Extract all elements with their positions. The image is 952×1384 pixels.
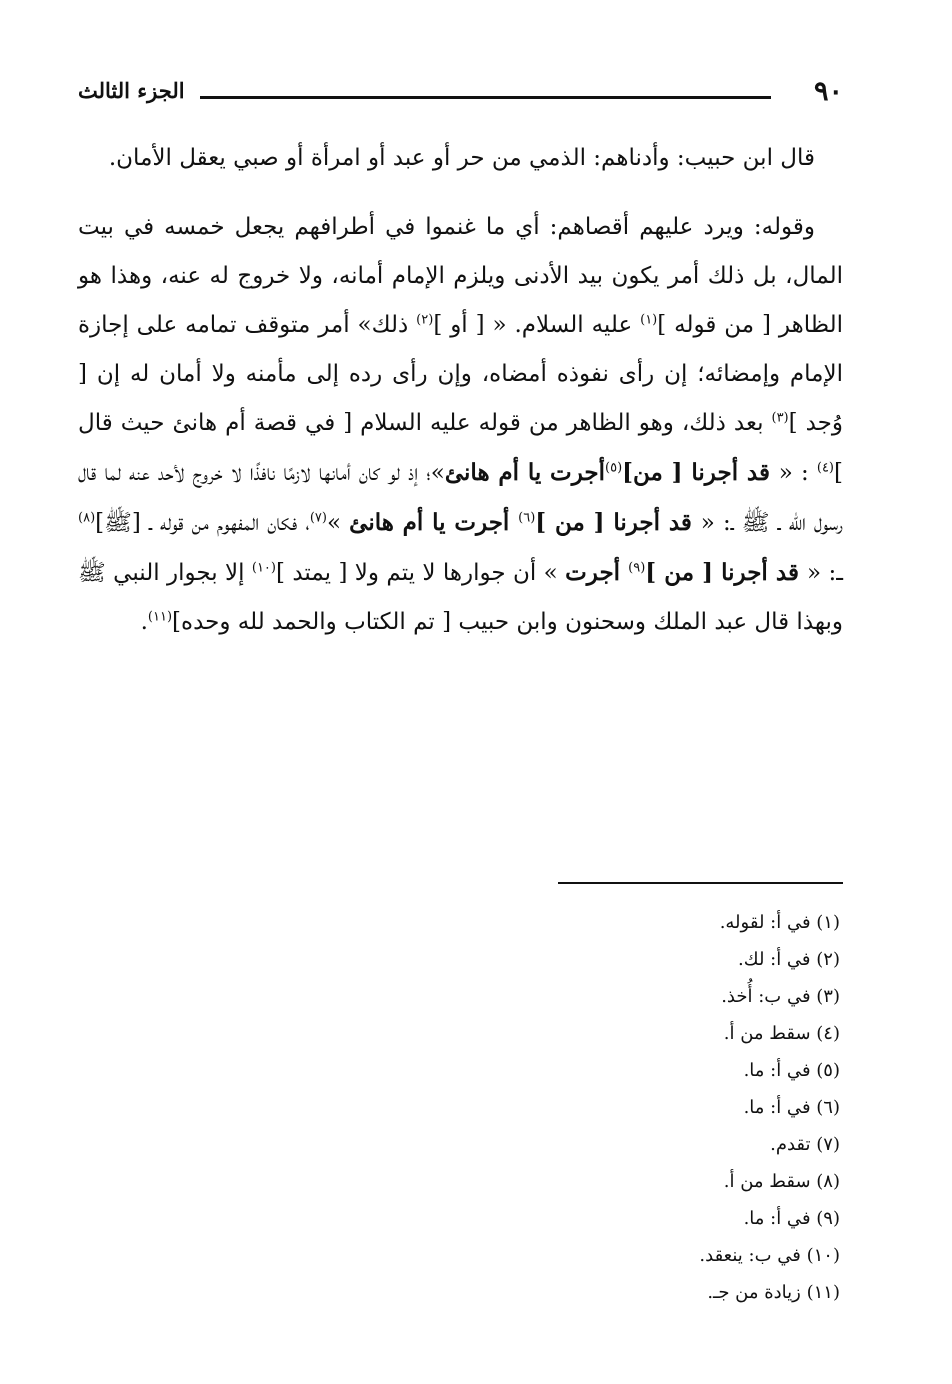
footnote-ref-4: (٤) xyxy=(816,460,834,476)
text-segment: بعد ذلك، وهو الظاهر من قوله عليه السلام [ في قصة أم هانئ حيث قال ] xyxy=(78,410,843,486)
footnote-ref-6: (٦) xyxy=(518,510,536,526)
footnote-ref-8: (٨) xyxy=(78,510,96,526)
text-segment: ذلك» أمر متوقف تمامه على إجازة الإمام وإمضائه؛ إن رأى نفوذه أمضاه، وإن رأى رده إلى مأمنه ولا أمان له إن [ وُجد ] xyxy=(78,312,843,436)
text-segment: : « xyxy=(778,460,817,486)
footnote-ref-9: (٩) xyxy=(628,560,646,576)
text-segment: . xyxy=(140,609,148,635)
footnote-ref-7: (٧) xyxy=(309,510,327,526)
footnote-item: (٤) سقط من أ. xyxy=(723,1023,840,1044)
footnote-item: (١) في أ: لقوله. xyxy=(719,912,840,933)
text-segment: ـ: « xyxy=(807,560,843,586)
footnote-item: (٢) في أ: لك. xyxy=(738,949,840,970)
hadith-quote: قد أجرنا [ من] xyxy=(622,459,779,486)
text-segment: إلا بجوار النبي ﷺ وبهذا قال عبد الملك وسحنون وابن حبيب [ تم الكتاب والحمد لله وحده] xyxy=(78,560,843,635)
hadith-quote: أجرت يا أم هانئ xyxy=(444,459,606,486)
footnote-ref-3: (٣) xyxy=(771,410,789,426)
footnote-ref-10: (١٠) xyxy=(251,560,276,576)
footnotes-list xyxy=(420,904,840,1311)
paragraph-1: قال ابن حبيب: وأدناهم: الذمي من حر أو عبد أو امرأة أو صبي يعقل الأمان. xyxy=(108,145,815,171)
footnote-item: (٩) في أ: ما. xyxy=(743,1208,840,1229)
text-segment: »؛ إذ لو كان أمانها لازمًا نافذًا لا خروج لأحد عنه لما قال رسول الله ـ ﷺ ـ: « xyxy=(78,460,843,536)
footnote-item: (١١) زيادة من جـ. xyxy=(707,1282,840,1303)
text-segment: ، فكان المفهوم من قوله ـ [ﷺ] xyxy=(95,510,310,536)
footnote-ref-11: (١١) xyxy=(147,609,173,625)
hadith-quote: قد أجرنا [ من ] xyxy=(645,559,808,586)
paragraph-2 xyxy=(78,203,843,647)
main-text xyxy=(78,134,843,647)
text-segment: وقوله: ويرد عليهم أقصاهم: أي ما غنموا في أطرافهم يجعل خمسه في بيت المال، بل ذلك أمر يكون بيد الأدنى ويلزم الإمام أمانه، ولا خروج له عنه، وهذا هو الظاهر [ من قوله ] xyxy=(78,214,843,338)
footnote-item: (٦) في أ: ما. xyxy=(743,1097,840,1118)
text-segment: » xyxy=(326,510,350,536)
hadith-quote: قد أجرنا [ من ] xyxy=(535,509,701,536)
footnote-separator xyxy=(558,882,843,884)
footnote-item: (٣) في ب: أُخذ. xyxy=(721,986,840,1007)
header-rule xyxy=(200,96,771,99)
page-header xyxy=(78,76,843,116)
footnote-item: (٧) تقدم. xyxy=(770,1134,840,1155)
page-number: ٩٠ xyxy=(813,76,843,107)
footnote-item: (٨) سقط من أ. xyxy=(723,1171,840,1192)
hadith-quote: أجرت xyxy=(565,559,629,586)
footnote-ref-1: (١) xyxy=(640,312,658,328)
footnote-ref-2: (٢) xyxy=(416,312,434,328)
running-title: الجزء الثالث xyxy=(78,78,185,103)
text-segment: » أن جوارها لا يتم ولا [ يمتد ] xyxy=(276,560,566,586)
footnote-item: (٥) في أ: ما. xyxy=(743,1060,840,1081)
footnote-ref-5: (٥) xyxy=(605,460,623,476)
footnote-item: (١٠) في ب: ينعقد. xyxy=(699,1245,840,1266)
text-segment: عليه السلام. « [ أو ] xyxy=(433,312,641,338)
hadith-quote: أجرت يا أم هانئ xyxy=(349,509,519,536)
